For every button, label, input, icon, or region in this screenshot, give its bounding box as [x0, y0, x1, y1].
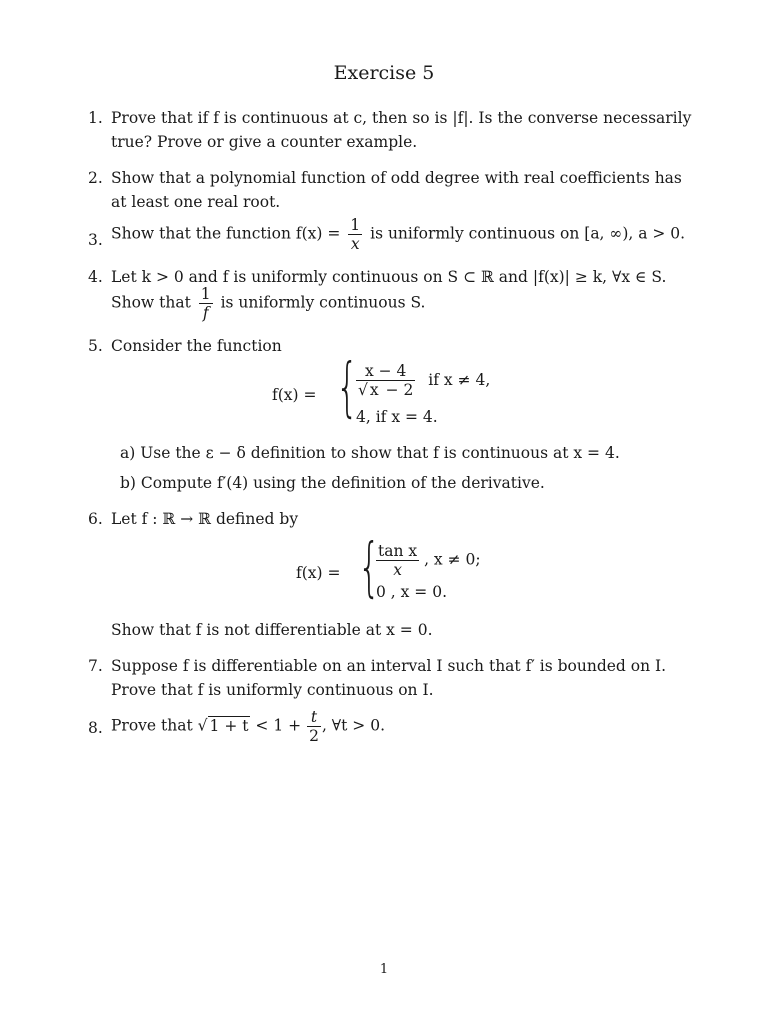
item-text-line: Show that a polynomial function of odd degree with real coefficients has — [111, 169, 682, 187]
piecewise-case-2: 4, if x = 4. — [356, 408, 438, 426]
exercise-item-4 — [88, 265, 698, 322]
left-brace: { — [336, 351, 359, 425]
denominator: x — [393, 561, 402, 579]
exercise-item-2 — [88, 166, 698, 214]
denominator — [356, 381, 415, 399]
fraction — [199, 285, 213, 322]
piecewise-case-2: 0 , x = 0. — [376, 583, 448, 601]
item-text: Show that — [111, 293, 191, 312]
numerator: 1 — [350, 216, 361, 234]
denominator: x — [350, 235, 360, 253]
exercise-item-3 — [88, 216, 698, 253]
piecewise-case-1 — [376, 542, 481, 579]
numerator: t — [307, 708, 321, 727]
fraction — [307, 708, 321, 745]
item-text-line: true? Prove or give a counter example. — [111, 133, 418, 151]
item-number: 7. — [88, 657, 103, 675]
sqrt-symbol: √ — [197, 716, 208, 735]
item-text: Prove that — [111, 716, 193, 735]
exercise-item-7 — [88, 654, 698, 702]
exercise-item-5 — [88, 334, 698, 358]
item-text-line: Let f : ℝ → ℝ defined by — [111, 510, 299, 528]
item-text-line: at least one real root. — [111, 193, 281, 211]
piecewise-case-1 — [356, 362, 490, 399]
item-text-line: Show that f is not differentiable at x = 0. — [111, 621, 433, 639]
radicand: 1 + t — [209, 716, 249, 735]
item-number: 2. — [88, 169, 103, 187]
item-text-line: Consider the function — [111, 337, 282, 355]
radicand: x — [369, 381, 379, 399]
left-brace: { — [358, 531, 381, 605]
page-number: 1 — [379, 962, 389, 977]
numerator: tan x — [378, 542, 418, 560]
item-text: Show that the function f(x) = — [111, 224, 341, 243]
item-text: is uniformly continuous on [a, ∞), a > 0. — [370, 224, 686, 243]
subitem-b: b) Compute f′(4) using the definition of the derivative. — [120, 474, 545, 492]
item-text-line: Suppose f is differentiable on an interval I such that f′ is bounded on I. — [111, 657, 667, 675]
numerator: 1 — [200, 285, 211, 303]
denominator: f — [202, 304, 209, 322]
fraction — [376, 542, 419, 579]
item-number: 3. — [88, 231, 103, 249]
case-condition: if x ≠ 4, — [428, 370, 491, 389]
item-text-line: Let k > 0 and f is uniformly continuous on S ⊂ ℝ and |f(x)| ≥ k, ∀x ∈ S. — [111, 268, 667, 286]
exercise-item-6 — [88, 507, 698, 531]
item-text: , ∀t > 0. — [321, 716, 386, 735]
item-number: 5. — [88, 337, 103, 355]
fraction — [356, 362, 415, 399]
item-number: 4. — [88, 268, 103, 286]
subitem-a: a) Use the ε − δ definition to show that f is continuous at x = 4. — [120, 444, 620, 462]
exercise-item-1 — [88, 106, 698, 154]
item-text: < 1 + — [255, 716, 302, 735]
item-number: 1. — [88, 109, 103, 127]
function-lhs: f(x) = — [272, 386, 317, 404]
exercise-item-8 — [88, 708, 698, 745]
fraction — [348, 216, 362, 253]
item-number: 6. — [88, 510, 103, 528]
item-number: 8. — [88, 719, 103, 737]
function-lhs: f(x) = — [296, 564, 341, 582]
exercise-title: Exercise 5 — [333, 62, 435, 84]
item-text-line: Prove that if f is continuous at c, then so is |f|. Is the converse necessarily — [111, 109, 692, 127]
numerator: x − 4 — [356, 362, 415, 381]
denominator-rest: − 2 — [380, 381, 414, 399]
item-text-line: Prove that f is uniformly continuous on I. — [111, 681, 434, 699]
case-condition: , x ≠ 0; — [424, 550, 481, 569]
sqrt-symbol: √ — [358, 381, 368, 399]
item-text: is uniformly continuous S. — [220, 293, 426, 312]
denominator: 2 — [309, 727, 319, 745]
